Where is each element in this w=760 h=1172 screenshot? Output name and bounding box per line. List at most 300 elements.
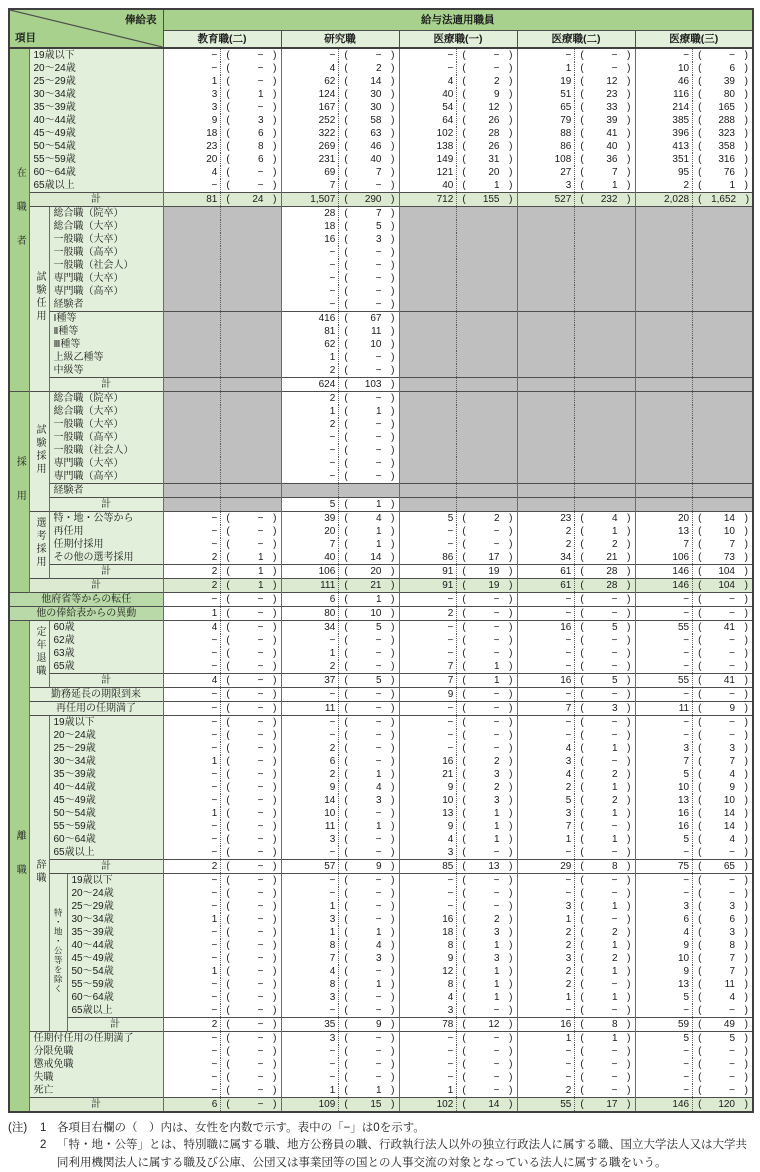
- blank-cell: [635, 259, 753, 272]
- value-female: [711, 364, 735, 377]
- value-total: [400, 364, 457, 377]
- cell-inner: [164, 565, 281, 578]
- paren-close: ): [509, 808, 513, 819]
- paren-close: ): [627, 782, 631, 793]
- paren-close: ): [273, 940, 277, 951]
- value-female: −: [493, 594, 500, 605]
- row-label: [29, 207, 49, 392]
- cell-inner: [636, 338, 753, 351]
- value-female: −: [257, 526, 264, 537]
- value-total: 1: [565, 1033, 572, 1044]
- paren-close: [500, 405, 517, 418]
- value-female: 1: [493, 808, 500, 819]
- paren-open: [693, 364, 711, 377]
- row-label-text: 30～34歳: [71, 914, 114, 925]
- cell-inner: [636, 1004, 753, 1017]
- cell-inner: [164, 1071, 281, 1084]
- data-cell: [517, 913, 635, 926]
- paren-open: (: [344, 167, 348, 178]
- paren-close: [735, 220, 752, 233]
- value-total: 1: [329, 927, 336, 938]
- paren-close: ): [509, 979, 513, 990]
- data-cell: [399, 166, 517, 179]
- cell-inner: [400, 444, 517, 457]
- value-total: −: [211, 940, 218, 951]
- paren-close: ): [627, 847, 631, 858]
- paren-close: ): [509, 661, 513, 672]
- cell-inner: [282, 338, 399, 351]
- data-cell: [399, 729, 517, 742]
- cell-inner: [636, 298, 753, 311]
- cell-inner: [164, 62, 281, 75]
- value-total: −: [329, 689, 336, 700]
- paren-close: ): [627, 834, 631, 845]
- value-female: [711, 338, 735, 351]
- cell-inner: [636, 887, 753, 900]
- paren-close: ): [744, 1072, 748, 1083]
- paren-open: (: [344, 76, 348, 87]
- paren-close: [735, 498, 752, 511]
- row-label: [49, 660, 163, 674]
- cell-inner: [636, 207, 753, 220]
- cell-inner: [400, 794, 517, 807]
- blank-cell: [635, 498, 753, 512]
- data-cell: [281, 325, 399, 338]
- value-total: 9: [447, 821, 454, 832]
- table-row: [9, 405, 753, 418]
- paren-open: [693, 418, 711, 431]
- data-cell: [281, 207, 399, 221]
- table-row: [9, 634, 753, 647]
- paren-close: [264, 220, 281, 233]
- paren-open: (: [580, 552, 584, 563]
- data-cell: [399, 1004, 517, 1018]
- value-female: 4: [611, 513, 618, 524]
- paren-close: ): [744, 128, 748, 139]
- paren-close: ): [273, 622, 277, 633]
- row-label: [49, 820, 163, 833]
- data-cell: [635, 634, 753, 647]
- cell-inner: [636, 634, 753, 647]
- paren-open: (: [344, 847, 348, 858]
- value-female: −: [611, 979, 618, 990]
- paren-close: ): [391, 63, 395, 74]
- paren-close: ): [627, 552, 631, 563]
- paren-open: [221, 272, 239, 285]
- cell-inner: [636, 457, 753, 470]
- paren-open: (: [226, 89, 230, 100]
- row-label-text: 60～64歳: [33, 167, 76, 178]
- value-total: −: [329, 1059, 336, 1070]
- paren-open: (: [344, 141, 348, 152]
- value-total: 124: [318, 89, 336, 100]
- value-female: −: [257, 1046, 264, 1057]
- paren-close: ): [391, 234, 395, 245]
- paren-close: ): [273, 580, 277, 591]
- paren-open: [457, 325, 475, 338]
- paren-close: ): [509, 743, 513, 754]
- cell-inner: [400, 565, 517, 578]
- data-cell: [163, 900, 281, 913]
- paren-open: [457, 233, 475, 246]
- value-female: [593, 484, 617, 497]
- paren-close: ): [744, 808, 748, 819]
- cell-inner: [400, 755, 517, 768]
- cell-inner: [636, 272, 753, 285]
- value-female: [239, 312, 263, 325]
- cell-inner: [636, 444, 753, 457]
- value-female: 41: [723, 622, 735, 633]
- cell-inner: [636, 794, 753, 807]
- paren-close: ): [391, 76, 395, 87]
- paren-open: [575, 259, 593, 272]
- cell-inner: [282, 220, 399, 233]
- value-total: 9: [683, 940, 690, 951]
- value-female: [711, 392, 735, 405]
- value-total: 2: [211, 580, 218, 591]
- paren-close: ): [509, 992, 513, 1003]
- cell-inner: [636, 1058, 753, 1071]
- paren-close: ): [744, 703, 748, 714]
- row-label: [49, 392, 163, 406]
- blank-cell: [399, 338, 517, 351]
- value-total: 138: [436, 141, 454, 152]
- value-female: [239, 392, 263, 405]
- cell-inner: [282, 140, 399, 153]
- paren-open: [221, 470, 239, 483]
- value-female: [593, 498, 617, 511]
- row-label: [67, 926, 163, 939]
- data-cell: [517, 965, 635, 978]
- value-female: [593, 431, 617, 444]
- value-female: 3: [729, 927, 735, 938]
- paren-open: (: [580, 834, 584, 845]
- value-total: 2: [565, 782, 572, 793]
- cell-inner: [282, 926, 399, 939]
- blank-cell: [517, 220, 635, 233]
- cell-inner: [636, 405, 753, 418]
- data-cell: [517, 887, 635, 900]
- paren-close: [735, 338, 752, 351]
- paren-close: [264, 444, 281, 457]
- value-female: [239, 325, 263, 338]
- table-row: [9, 965, 753, 978]
- data-cell: [517, 565, 635, 579]
- cell-inner: [518, 768, 635, 781]
- value-total: 351: [672, 154, 690, 165]
- row-label-text: 45～49歳: [33, 128, 76, 139]
- note-text: 各項目右欄の（ ）内は、女性を内数で示す。表中の「−」は0を示す。: [57, 1122, 425, 1134]
- paren-close: ): [273, 1085, 277, 1096]
- cell-inner: [164, 674, 281, 687]
- data-cell: [635, 153, 753, 166]
- value-female: 3: [729, 901, 735, 912]
- paren-open: (: [580, 1046, 584, 1057]
- paren-close: ): [627, 141, 631, 152]
- table-row: [9, 807, 753, 820]
- blank-cell: [163, 444, 281, 457]
- paren-open: (: [344, 63, 348, 74]
- value-total: 75: [677, 861, 690, 872]
- paren-close: ): [509, 1033, 513, 1044]
- value-female: −: [611, 1046, 618, 1057]
- value-female: −: [493, 743, 500, 754]
- value-total: 111: [320, 580, 336, 591]
- data-cell: [163, 913, 281, 926]
- paren-open: (: [698, 717, 702, 728]
- row-label-text: 計: [101, 379, 111, 390]
- paren-open: (: [462, 539, 466, 550]
- value-total: 29: [560, 861, 572, 872]
- paren-close: ): [509, 76, 513, 87]
- value-female: 1: [493, 992, 500, 1003]
- cell-inner: [400, 49, 517, 62]
- cell-inner: [400, 1084, 517, 1097]
- paren-close: ): [509, 795, 513, 806]
- paren-open: (: [580, 566, 584, 577]
- row-label: [29, 140, 163, 153]
- row-label-text: 専門職（高卒）: [53, 471, 124, 482]
- blank-cell: [399, 470, 517, 484]
- row-label-text: 40～44歳: [33, 115, 76, 126]
- value-female: [593, 207, 617, 220]
- paren-open: (: [698, 914, 702, 925]
- blank-cell: [635, 298, 753, 312]
- paren-close: ): [627, 526, 631, 537]
- value-female: 5: [611, 622, 618, 633]
- cell-inner: [164, 75, 281, 88]
- cell-inner: [164, 1058, 281, 1071]
- row-label-text: 計: [91, 580, 101, 591]
- paren-close: [735, 378, 752, 391]
- value-female: 1: [493, 180, 500, 191]
- cell-inner: [400, 233, 517, 246]
- value-female: 2: [611, 539, 618, 550]
- table-row: [9, 418, 753, 431]
- paren-open: [575, 444, 593, 457]
- value-total: −: [329, 717, 336, 728]
- value-female: [593, 392, 617, 405]
- value-female: −: [257, 1005, 264, 1016]
- paren-close: ): [273, 743, 277, 754]
- paren-open: (: [462, 901, 466, 912]
- paren-close: ): [509, 966, 513, 977]
- value-female: −: [493, 1072, 500, 1083]
- row-label-text: 60～64歳: [71, 992, 114, 1003]
- value-total: 1: [565, 834, 572, 845]
- value-female: [711, 220, 735, 233]
- paren-open: (: [698, 888, 702, 899]
- paren-close: ): [391, 1033, 395, 1044]
- value-female: −: [257, 769, 264, 780]
- value-total: [400, 444, 457, 457]
- data-cell: [163, 166, 281, 179]
- value-female: 1: [611, 743, 618, 754]
- paren-close: ): [744, 76, 748, 87]
- cell-inner: [282, 114, 399, 127]
- cell-inner: [518, 325, 635, 338]
- cell-inner: [518, 312, 635, 325]
- value-total: 2: [329, 769, 336, 780]
- value-female: 12: [488, 1019, 500, 1030]
- value-female: −: [257, 63, 264, 74]
- value-female: −: [257, 795, 264, 806]
- data-cell: [281, 101, 399, 114]
- cell-inner: [164, 312, 281, 325]
- cell-inner: [518, 153, 635, 166]
- paren-close: [618, 298, 635, 311]
- data-cell: [163, 716, 281, 730]
- row-label-text: 35～39歳: [33, 102, 76, 113]
- cell-inner: [282, 470, 399, 483]
- paren-open: [693, 405, 711, 418]
- value-female: 232: [600, 194, 618, 205]
- value-total: 116: [673, 89, 690, 100]
- cell-inner: [164, 660, 281, 673]
- paren-open: (: [580, 526, 584, 537]
- paren-close: ): [509, 1019, 513, 1030]
- paren-close: [500, 364, 517, 377]
- paren-open: [575, 298, 593, 311]
- cell-inner: [518, 742, 635, 755]
- blank-cell: [163, 207, 281, 221]
- blank-cell: [399, 246, 517, 259]
- value-total: 3: [565, 180, 572, 191]
- value-female: −: [611, 1059, 618, 1070]
- data-cell: [635, 1084, 753, 1098]
- table-row: [9, 166, 753, 179]
- paren-close: [264, 405, 281, 418]
- blank-cell: [517, 351, 635, 364]
- value-total: 65: [560, 102, 572, 113]
- cell-inner: [636, 660, 753, 673]
- value-total: −: [211, 1033, 218, 1044]
- value-total: 4: [447, 992, 454, 1003]
- value-total: 108: [554, 154, 572, 165]
- value-total: [518, 285, 575, 298]
- value-total: 19: [560, 76, 572, 87]
- cell-inner: [282, 285, 399, 298]
- value-total: 7: [329, 180, 336, 191]
- paren-close: ): [744, 566, 748, 577]
- paren-open: (: [226, 180, 230, 191]
- cell-inner: [518, 621, 635, 634]
- paren-open: (: [226, 756, 230, 767]
- cell-inner: [164, 900, 281, 913]
- data-cell: [399, 860, 517, 874]
- value-total: −: [329, 273, 336, 284]
- paren-close: ): [273, 1099, 277, 1110]
- data-cell: [281, 729, 399, 742]
- data-cell: [163, 781, 281, 794]
- paren-open: (: [462, 769, 466, 780]
- paren-open: [221, 285, 239, 298]
- data-cell: [517, 794, 635, 807]
- blank-cell: [163, 233, 281, 246]
- cell-inner: [282, 75, 399, 88]
- value-total: 37: [324, 675, 336, 686]
- value-female: −: [257, 992, 264, 1003]
- value-female: −: [611, 847, 618, 858]
- row-label-text: 総合職（院卒）: [53, 393, 124, 404]
- blank-cell: [163, 378, 281, 392]
- paren-open: (: [698, 953, 702, 964]
- data-cell: [281, 647, 399, 660]
- cell-inner: [636, 351, 753, 364]
- data-cell: [281, 702, 399, 716]
- value-female: −: [375, 247, 382, 258]
- paren-close: ): [391, 313, 395, 324]
- table-body: [9, 48, 753, 1112]
- cell-inner: [518, 378, 635, 391]
- value-female: 1: [257, 552, 264, 563]
- paren-close: ): [273, 1033, 277, 1044]
- paren-open: (: [698, 1019, 702, 1030]
- paren-open: (: [580, 1085, 584, 1096]
- value-female: 9: [729, 703, 735, 714]
- paren-close: ): [273, 979, 277, 990]
- paren-close: ): [744, 769, 748, 780]
- paren-close: ): [744, 1046, 748, 1057]
- cell-inner: [636, 807, 753, 820]
- cell-inner: [282, 755, 399, 768]
- value-female: −: [257, 167, 264, 178]
- data-cell: [635, 965, 753, 978]
- cell-inner: [282, 647, 399, 660]
- cell-inner: [164, 716, 281, 729]
- value-female: −: [611, 689, 618, 700]
- paren-open: (: [344, 1019, 348, 1030]
- value-female: 3: [375, 795, 382, 806]
- paren-open: (: [344, 115, 348, 126]
- paren-open: (: [226, 594, 230, 605]
- paren-close: ): [627, 927, 631, 938]
- paren-close: ): [273, 1059, 277, 1070]
- value-total: [164, 405, 221, 418]
- cell-inner: [518, 272, 635, 285]
- value-female: [711, 312, 735, 325]
- value-total: −: [447, 730, 454, 741]
- row-label-text: 選考採用: [34, 517, 45, 569]
- cell-inner: [164, 551, 281, 564]
- corner-label-bottom: 項目: [15, 32, 36, 44]
- cell-inner: [282, 498, 399, 511]
- value-female: 10: [723, 795, 735, 806]
- value-female: [593, 364, 617, 377]
- row-label-text: 総合職（大卒）: [53, 221, 124, 232]
- paren-open: [221, 418, 239, 431]
- row-label-text: 専門職（大卒）: [53, 273, 124, 284]
- data-cell: [635, 179, 753, 193]
- row-label-text: 懲戒免職: [33, 1059, 74, 1070]
- value-female: 5: [375, 221, 382, 232]
- value-female: [239, 457, 263, 470]
- value-total: −: [329, 847, 336, 858]
- value-female: 1: [493, 821, 500, 832]
- cell-inner: [518, 538, 635, 551]
- paren-open: (: [580, 128, 584, 139]
- value-total: 2: [329, 743, 336, 754]
- blank-cell: [635, 470, 753, 484]
- value-female: 21: [370, 580, 382, 591]
- row-label-text: 19歳以下: [71, 875, 113, 886]
- table-row: [9, 62, 753, 75]
- value-total: 2: [565, 979, 572, 990]
- data-cell: [163, 874, 281, 888]
- row-label-text: 55～59歳: [53, 821, 96, 832]
- paren-close: ): [509, 580, 513, 591]
- paren-close: ): [627, 128, 631, 139]
